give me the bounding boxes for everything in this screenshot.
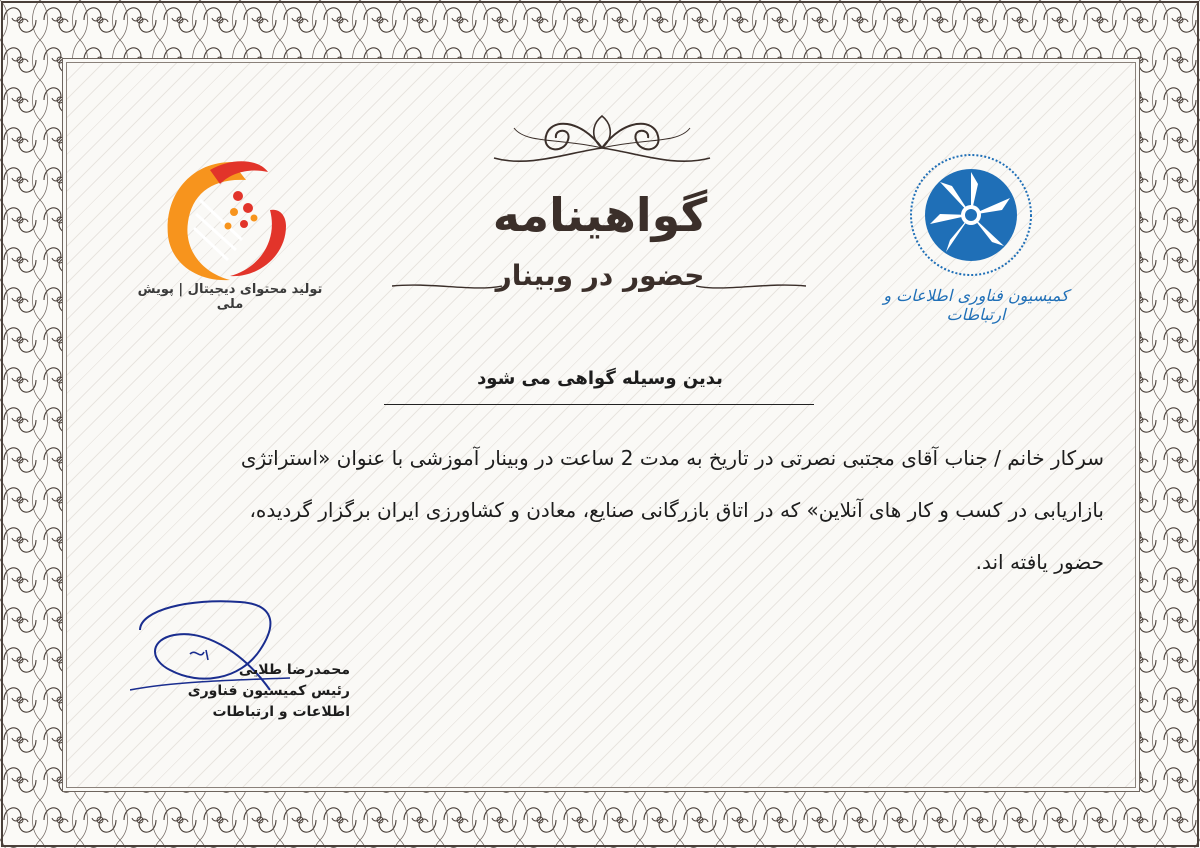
signatory-role-1: رئیس کمیسیون فناوری (187, 683, 350, 699)
body-line-1: سرکار خانم / جناب آقای مجتبی نصرتی در تاریخ به مدت 2 ساعت در وبینار آموزشی با عنوان «استراتژی (240, 446, 1104, 470)
chamber-of-commerce-seal (906, 150, 1036, 280)
body-line-3: حضور یافته اند. (975, 550, 1104, 574)
intro-underline (384, 404, 814, 405)
flourish-ornament (490, 108, 714, 174)
signatory-role-2: اطلاعات و ارتباطات (212, 704, 350, 720)
certificate-subtitle: حضور در وبینار (495, 259, 705, 292)
signatory-block (150, 660, 350, 723)
signatory-name: محمدرضا طلایی (238, 662, 350, 678)
subtitle-right-flourish (696, 278, 806, 294)
ict-commission-caption: کمیسیون فناوری اطلاعات و ارتباطات (883, 286, 1069, 324)
certificate-title: گواهینامه (492, 188, 708, 242)
certificate-body (96, 432, 1104, 588)
certificate-intro: بدین وسیله گواهی می شود (477, 368, 723, 389)
digital-content-logo-caption: تولید محتوای دیجیتال | پویش ملی (137, 282, 323, 312)
body-line-2: بازاریابی در کسب و کار های آنلاین» که در اتاق بازرگانی صنایع، معادن و کشاورزی ایران برگزار گردیده، (249, 498, 1104, 522)
